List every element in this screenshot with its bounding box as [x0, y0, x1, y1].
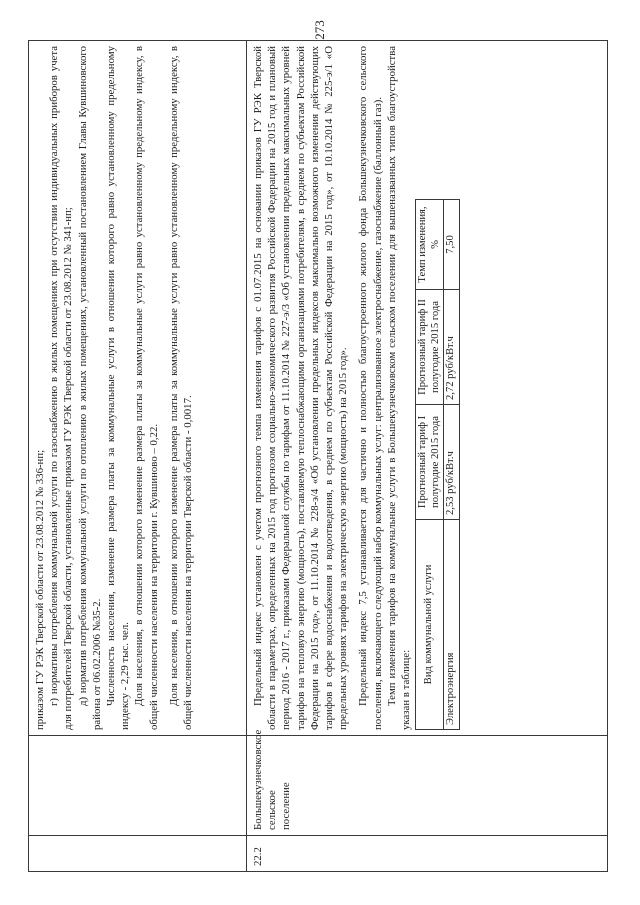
table-row	[29, 41, 247, 872]
paragraph: Темп изменения тарифов на коммунальные услуги в Большекузнечковском сельском поселении для вышеназванных типов благоустройства указан в таблице:	[385, 46, 413, 730]
service-cell: Электроэнергия	[444, 520, 460, 730]
tariff-h1-cell: 2,53 руб/кВт.ч	[444, 405, 460, 520]
table-row	[247, 41, 608, 872]
municipality-table	[28, 40, 608, 872]
row-number-cell	[29, 836, 247, 872]
page-number: 273	[312, 20, 327, 40]
tariff-table	[415, 199, 460, 730]
paragraph: Численность населения, изменение размера платы за коммунальные услуги в отношении которого равно установленному предельному индексу - 2,29 тыс. чел.	[105, 46, 132, 730]
description-cell	[29, 41, 247, 736]
paragraph: Доля населения, в отношении которого изменение размера платы за коммунальные услуги равно установленному предельному индексу, в общей численности населения на территории г. Кувшиново – 0,22.	[133, 46, 160, 730]
header-cell: Вид коммунальной услуги	[416, 520, 444, 730]
row-number-cell: 22.2	[247, 836, 608, 872]
paragraph: Предельный индекс установлен с учетом прогнозного темпа изменения тарифов с 01.07.2015 на основании приказов ГУ РЭК Тверской области в параметрах, определенных на 2015 год прогнозом социально-экономического развития Российской Федерации на 2015 год и плановый период 2016 - 2017 г., приказами Федеральной службы по тарифам от 11.10.2014 № 227-э/3 «Об установлении предельных максимальных уровней тарифов на тепловую энергию (мощность), поставляемую теплоснабжающими организациями потребителям, в среднем по субъектам Российской Федерации на 2015 год», от 11.10.2014 № 228-э/4 «Об установлении предельных индексов максимально возможного изменения действующих тарифов в сфере водоснабжения и водоотведения, в среднем по субъектам Российской Федерации на 2015 год», от 10.10.2014 № 225-э/1 «О предельных уровнях тарифов на электрическую энергию (мощность) на 2015 год».	[252, 46, 350, 730]
settlement-cell: Большекузнечковское сельское поселение	[247, 736, 608, 836]
tariff-h2-cell: 2,72 руб/кВт.ч	[444, 290, 460, 405]
paragraph: приказом ГУ РЭК Тверской области от 23.08.2012 № 336-нп;	[34, 449, 46, 730]
tariff-header-row	[416, 200, 444, 730]
paragraph: Предельный индекс 7,5 устанавливается для частично и полностью благоустроенного жилого фонда Большекузнечковского сельского поселения, включающего следующий набор коммунальных услуг: централизованное электроснабжение, газоснабжение (баллонный газ).	[357, 46, 384, 730]
rotated-page	[28, 40, 608, 872]
description-cell	[247, 41, 608, 736]
tariff-row	[444, 200, 460, 730]
paragraph: д) норматив потребления коммунальной услуги по отоплению в жилых помещениях, установленный постановлением Главы Кувшиновского района от 06.02.2006 №35-2.	[76, 46, 103, 730]
paragraph: г) нормативы потребления коммунальной услуги по газоснабжению в жилых помещениях при отсутствии индивидуальных приборов учета для потребителей Тверской области, установленные приказом ГУ РЭК Тверской области от 23.08.2012 № 341-нп;	[48, 46, 75, 730]
settlement-cell	[29, 736, 247, 836]
header-cell: Прогнозный тариф II полугодие 2015 года	[416, 290, 444, 405]
header-cell: Темп изменения, %	[416, 200, 444, 290]
header-cell: Прогнозный тариф I полугодие 2015 года	[416, 405, 444, 520]
paragraph: Доля населения, в отношении которого изменение размера платы за коммунальные услуги равно установленному предельному индексу, в общей численности населения на территории Тверской области - 0,0017.	[167, 46, 195, 730]
rate-change-cell: 7,50	[444, 200, 460, 290]
